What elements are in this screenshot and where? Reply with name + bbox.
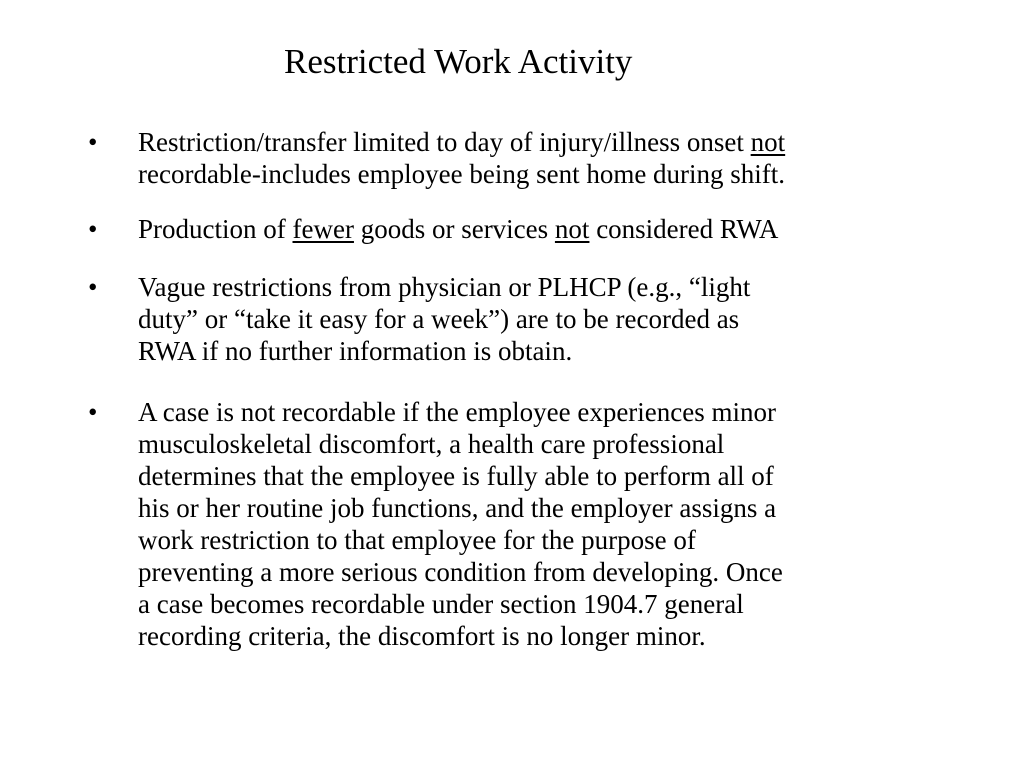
text-segment: work restriction to that employee for the purpose of: [138, 525, 696, 555]
bullet-marker: •: [88, 127, 98, 157]
text-segment: musculoskeletal discomfort, a health care professional: [138, 429, 725, 459]
bullet-line: [138, 588, 988, 620]
bullet-text: [138, 271, 988, 367]
bullet-line: [138, 335, 988, 367]
text-segment: determines that the employee is fully able to perform all of: [138, 461, 774, 491]
slide-title: Restricted Work Activity: [284, 42, 633, 81]
text-segment: goods or services: [353, 214, 555, 244]
bullet-marker: •: [88, 272, 98, 302]
text-segment: Vague restrictions from physician or PLHCP (e.g., “light: [138, 272, 751, 302]
bullet-line: [138, 524, 988, 556]
bullet-line: [138, 428, 988, 460]
text-segment: Restriction/transfer limited to day of injury/illness onset: [138, 127, 751, 157]
text-segment: his or her routine job functions, and the employer assigns a: [138, 493, 777, 523]
bullet-line: [138, 492, 988, 524]
underlined-text: not: [750, 127, 786, 157]
text-segment: recording criteria, the discomfort is no longer minor.: [138, 621, 706, 651]
bullet-line: [138, 620, 988, 652]
bullet-marker: •: [88, 397, 98, 427]
text-segment: RWA if no further information is obtain.: [138, 336, 573, 366]
text-segment: recordable-includes employee being sent home during shift.: [138, 159, 786, 189]
text-segment: considered RWA: [589, 214, 779, 244]
bullet-text: [138, 213, 988, 245]
bullet-text: [138, 126, 988, 190]
text-segment: a case becomes recordable under section 1904.7 general: [138, 589, 744, 619]
bullet-line: [138, 303, 988, 335]
bullet-line: [138, 271, 988, 303]
bullet-line: [138, 158, 988, 190]
text-segment: preventing a more serious condition from developing. Once: [138, 557, 783, 587]
bullet-line: [138, 460, 988, 492]
bullet-line: [138, 396, 988, 428]
text-segment: Production of: [138, 214, 293, 244]
bullet-line: [138, 213, 988, 245]
text-segment: A case is not recordable if the employee experiences minor: [138, 397, 776, 427]
bullet-marker: •: [88, 214, 98, 244]
underlined-text: not: [554, 214, 590, 244]
underlined-text: fewer: [292, 214, 354, 244]
bullet-line: [138, 556, 988, 588]
text-segment: duty” or “take it easy for a week”) are to be recorded as: [138, 304, 740, 334]
bullet-text: [138, 396, 988, 652]
bullet-line: [138, 126, 988, 158]
